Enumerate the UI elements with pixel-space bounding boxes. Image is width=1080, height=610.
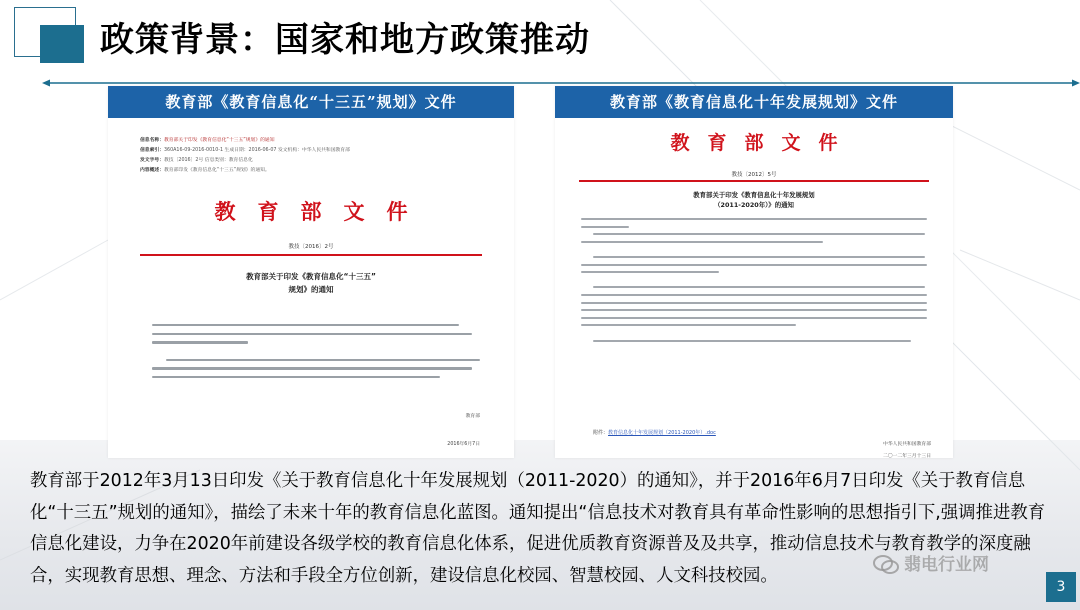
attachment-link[interactable]: 教育信息化十年发展规划（2011-2020年）.doc [608,430,716,436]
right-doc-attachment: 附件：教育信息化十年发展规划（2011-2020年）.doc [593,430,716,436]
right-doc-number: 教技〔2012〕5号 [731,172,777,178]
left-doc-heading: 教育部关于印发《教育信息化“十三五” 规划》的通知 [246,272,376,294]
wechat-icon [872,554,900,576]
left-doc-date: 2016年6月7日 [447,442,480,447]
body-paragraph: 教育部于2012年3月13日印发《关于教育信息化十年发展规划（2011-2020）的通知》，并于2016年6月7日印发《关于教育信息化“十三五”规划的通知》，描绘了未来十年的教育信息化蓝图。通知提出“信息技术对教育具有革命性影响的思想指引下,强调推进教育信息化建设，力争在2020年前建设各级学校的教育信息化体系，促进优质教育资源普及及共享，推动信息技术与教育教学的深度融合，实现教育思想、理念、方法和手段全方位创新，建设信息化校园、智慧校园、人文科技校园。 [30,471,1046,586]
right-red-rule [579,180,929,182]
logo-filled-square [40,25,84,63]
right-doc-heading: 教育部关于印发《教育信息化十年发展规划 （2011-2020年）》的通知 [693,191,815,209]
right-doc-signer: 中华人民共和国教育部 [883,442,931,447]
right-doc-date: 二〇一二年三月十三日 [883,454,931,459]
left-document-meta [140,136,480,176]
left-doc-signer: 教育部 [465,414,480,419]
left-doc-body-lines [152,324,472,385]
left-red-title: 教育部文件 [214,199,430,224]
right-red-title: 教育部文件 [670,132,856,154]
left-document-header: 教育部《教育信息化“十三五”规划》文件 [108,86,514,118]
watermark: 翡电行业网 [872,552,989,578]
meta-row: 信息索引：360A16-09-2016-0010-1 生成日期：2016-06-07 发文机构：中华人民共和国教育部 [140,148,350,153]
right-document-header: 教育部《教育信息化十年发展规划》文件 [555,86,953,118]
meta-row: 内容概述：教育部印发《教育信息化“十三五”规划》的通知。 [140,168,270,173]
right-document-body [555,118,953,458]
meta-row: 信息名称：教育部关于印发《教育信息化“十三五”规划》的通知 [140,138,275,143]
left-document-body [108,118,514,458]
meta-row: 发文字号：教技〔2016〕2号 信息类别：教育信息化 [140,158,253,163]
right-document-panel [555,86,953,458]
left-document-panel [108,86,514,458]
left-doc-number: 教技〔2016〕2号 [288,244,334,250]
right-doc-body-lines [581,218,927,347]
left-red-rule [140,254,482,256]
page-number: 3 [1046,572,1076,602]
page-title: 政策背景：国家和地方政策推动 [100,20,590,60]
